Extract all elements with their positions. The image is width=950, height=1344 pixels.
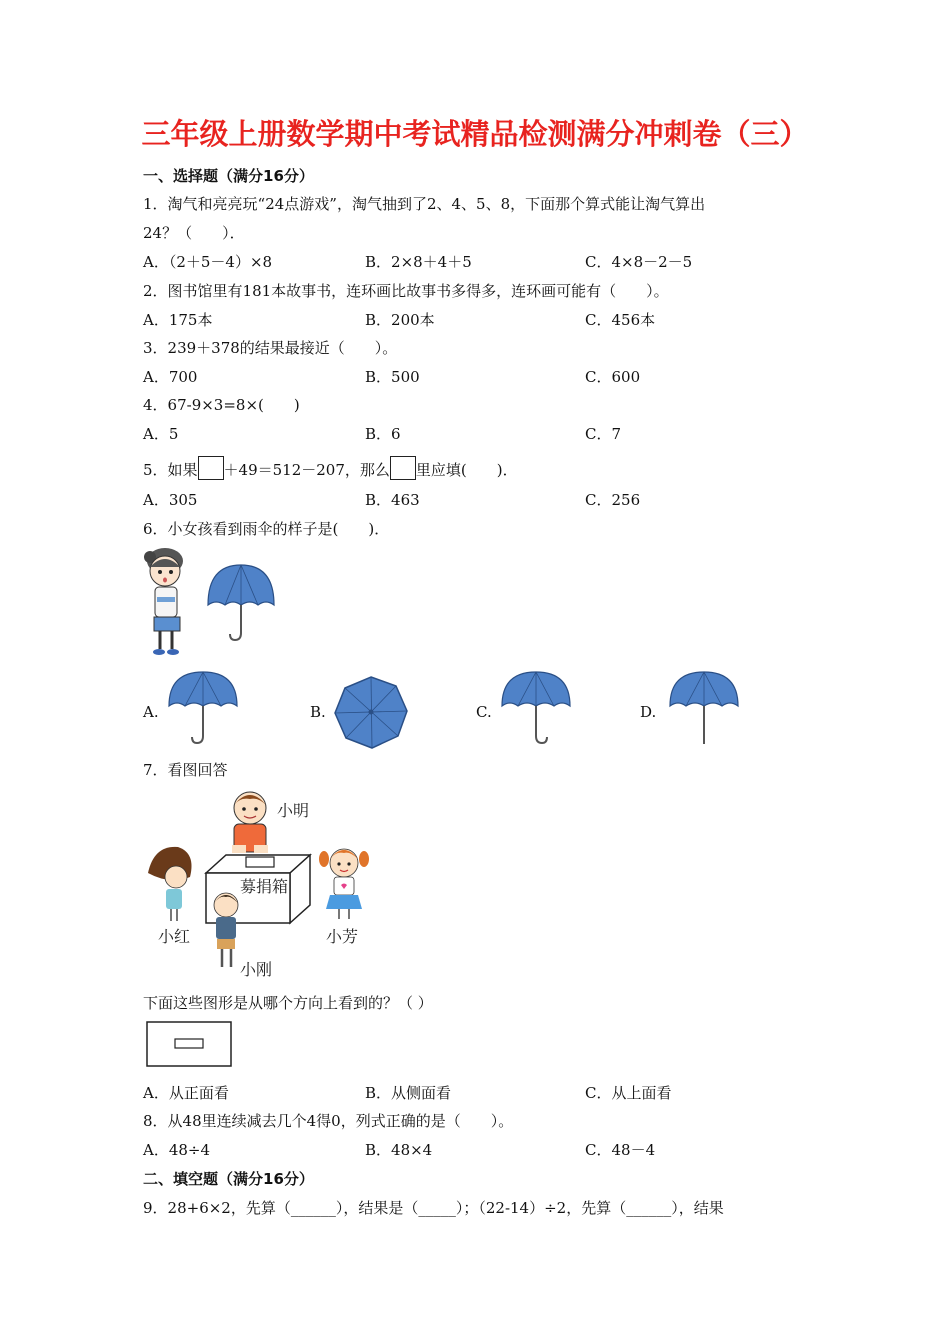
q3-option-a[interactable]: A．700 (143, 368, 198, 386)
q3-option-c[interactable]: C．600 (585, 368, 641, 386)
section-heading-fill-blank: 二、填空题（满分16分） (143, 1170, 314, 1188)
question-1-text-cont: 24？（ ）． (143, 224, 245, 242)
girl-xiaohong-figure (148, 847, 192, 921)
q4-option-a[interactable]: A．5 (143, 425, 179, 443)
q7-option-a[interactable]: A．从正面看 (143, 1084, 229, 1102)
q5-option-a[interactable]: A．305 (143, 491, 198, 509)
question-1-text: 1．淘气和亮亮玩“24点游戏”，淘气抽到了2、4、5、8，下面那个算式能让淘气算出 (143, 195, 706, 213)
q3-option-b[interactable]: B．500 (365, 368, 420, 386)
q1-option-c[interactable]: C．4×8－2－5 (585, 253, 693, 271)
q6-option-d[interactable]: D. (640, 703, 657, 721)
girl-and-umbrella-figure (140, 545, 285, 663)
q1-option-a[interactable]: A．（2＋5－4）×8 (143, 253, 273, 271)
boy-xiaogang-figure (214, 893, 238, 967)
q7-option-b[interactable]: B．从侧面看 (365, 1084, 452, 1102)
answer-blank-box (390, 456, 416, 480)
q2-option-b[interactable]: B．200本 (365, 311, 435, 329)
question-8-text: 8．从48里连续减去几个4得0，列式正确的是（ ）。 (143, 1112, 514, 1130)
q8-option-a[interactable]: A．48÷4 (143, 1141, 211, 1159)
label-donation-box: 募捐箱 (240, 877, 289, 896)
umbrella-icon (208, 565, 274, 640)
question-2-text: 2．图书馆里有181本故事书，连环画比故事书多得多，连环画可能有（ ）。 (143, 282, 669, 300)
umbrella-side-view-icon (496, 668, 576, 748)
umbrella-top-view-icon (332, 674, 410, 752)
q5-text-part3: 里应填( )． (415, 461, 518, 479)
question-7-subquestion: 下面这些图形是从哪个方向上看到的？（ ） (143, 994, 433, 1012)
q5-text-part1: 5．如果 (143, 461, 198, 479)
question-7-text: 7．看图回答 (143, 761, 228, 779)
q6-option-b[interactable]: B. (310, 703, 326, 721)
label-xiaohong: 小红 (158, 927, 191, 946)
q1-option-b[interactable]: B．2×8＋4＋5 (365, 253, 472, 271)
girl-xiaofang-figure (319, 849, 369, 919)
question-6-text: 6．小女孩看到雨伞的样子是( )． (143, 520, 390, 538)
page-title: 三年级上册数学期中考试精品检测满分冲刺卷（三） (141, 117, 809, 151)
boy-xiaoming-figure (232, 792, 268, 853)
q5-option-b[interactable]: B．463 (365, 491, 420, 509)
top-view-shape-figure (146, 1021, 234, 1069)
q2-option-c[interactable]: C．456本 (585, 311, 656, 329)
q6-option-a[interactable]: A. (143, 703, 159, 721)
q5-text-part2: ＋49＝512－207，那么 (223, 461, 390, 479)
question-5-text (143, 456, 518, 480)
q5-option-c[interactable]: C．256 (585, 491, 641, 509)
section-heading-choice: 一、选择题（满分16分） (143, 167, 314, 185)
answer-blank-box (198, 456, 224, 480)
q4-option-b[interactable]: B．6 (365, 425, 401, 443)
question-3-text: 3．239＋378的结果最接近（ ）。 (143, 339, 398, 357)
q7-option-c[interactable]: C．从上面看 (585, 1084, 672, 1102)
q2-option-a[interactable]: A．175本 (143, 311, 213, 329)
q8-option-c[interactable]: C．48－4 (585, 1141, 656, 1159)
umbrella-side-view-icon (664, 668, 744, 748)
question-4-text: 4．67-9×3=8×( ) (143, 396, 300, 414)
q8-option-b[interactable]: B．48×4 (365, 1141, 433, 1159)
q4-option-c[interactable]: C．7 (585, 425, 622, 443)
label-xiaofang: 小芳 (326, 927, 359, 946)
girl-figure (144, 548, 183, 655)
umbrella-side-view-icon (163, 668, 243, 748)
donation-box-scene (140, 785, 380, 985)
q6-option-c[interactable]: C. (476, 703, 492, 721)
question-9-text: 9．28+6×2，先算（______），结果是（_____）；（22-14）÷2，先算（______），结果 (143, 1199, 724, 1217)
label-xiaogang: 小刚 (240, 960, 273, 979)
label-xiaoming: 小明 (277, 801, 310, 820)
